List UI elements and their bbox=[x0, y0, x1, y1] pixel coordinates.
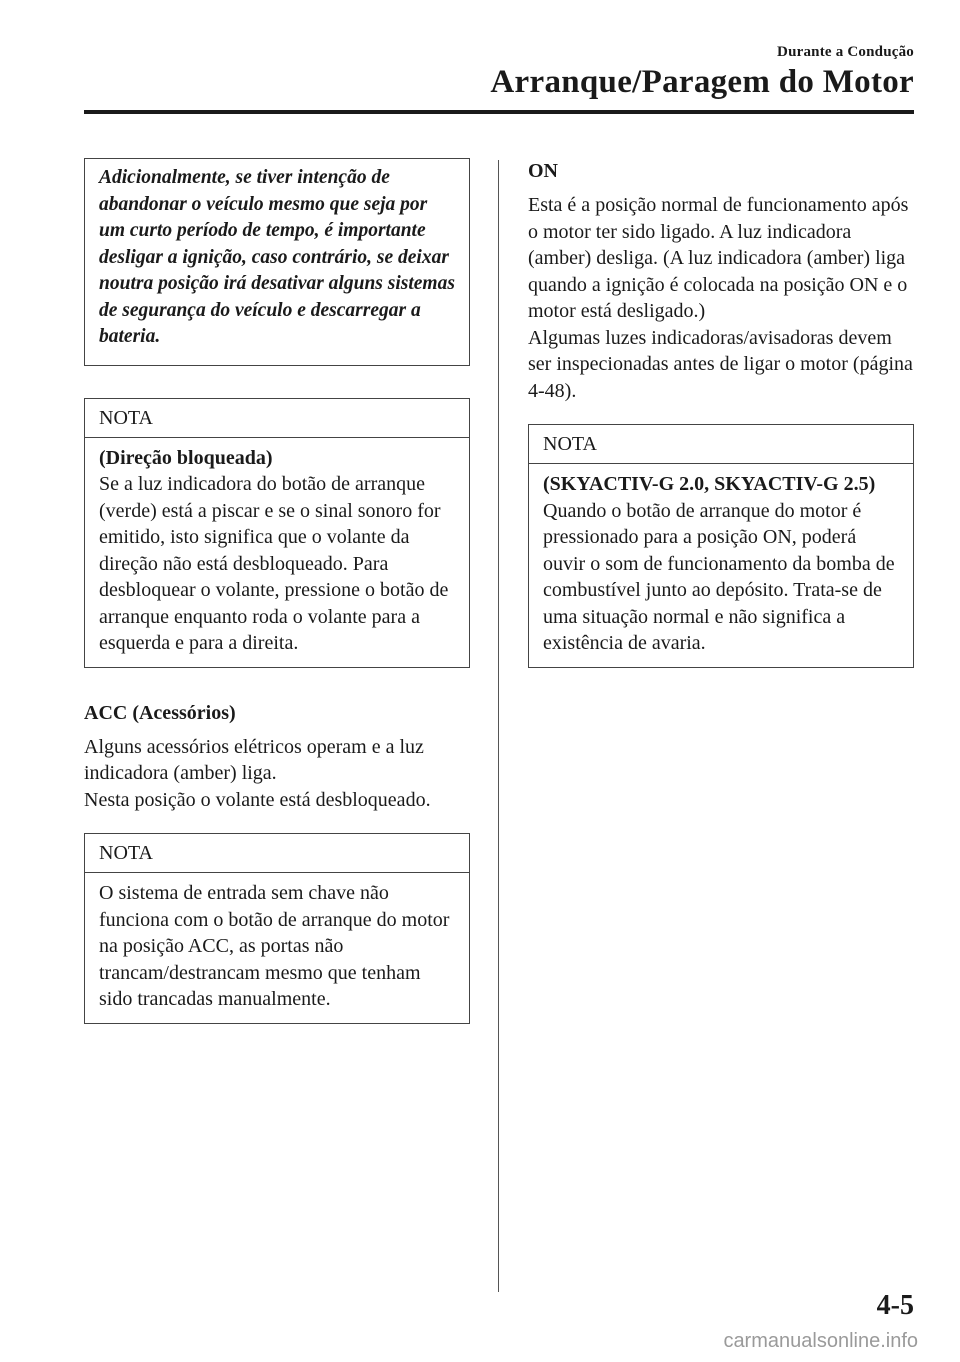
warning-box bbox=[84, 158, 470, 366]
section-heading-on: ON bbox=[528, 160, 558, 182]
note-label: NOTA bbox=[85, 834, 469, 873]
on-line-1: Esta é a posição normal de funcionamento após o motor ter sido ligado. A luz indicadora (amber) desliga. (A luz indicadora (amber) liga quando a ignição é colocada na posição ON e o motor está desligado.) bbox=[528, 194, 909, 322]
note-body bbox=[85, 873, 469, 1023]
acc-line-2: Nesta posição o volante está desbloqueado. bbox=[84, 788, 431, 811]
note-heading: (Direção bloqueada) bbox=[99, 446, 273, 469]
note-label: NOTA bbox=[529, 425, 913, 464]
right-column bbox=[528, 158, 914, 700]
note-body bbox=[529, 464, 913, 667]
header-section: Durante a Condução bbox=[777, 44, 914, 60]
on-line-2: Algumas luzes indicadoras/avisadoras devem ser inspecionadas antes de ligar o motor (página 4-48). bbox=[528, 326, 913, 402]
note-label: NOTA bbox=[85, 399, 469, 438]
note-box-steering-lock bbox=[84, 398, 470, 668]
note-box-fuel-pump bbox=[528, 424, 914, 668]
note-heading: (SKYACTIV-G 2.0, SKYACTIV-G 2.5) bbox=[543, 473, 876, 495]
note-text: Quando o botão de arranque do motor é pressionado para a posição ON, poderá ouvir o som de funcionamento da bomba de combustível junto ao depósito. Trata-se de uma situação normal e não significa a existência de avaria. bbox=[543, 499, 895, 654]
on-paragraph bbox=[528, 192, 914, 404]
watermark: carmanualsonline.info bbox=[723, 1330, 918, 1352]
note-text: O sistema de entrada sem chave não funciona com o botão de arranque do motor na posição ACC, as portas não trancam/destrancam mesmo que tenham sido trancadas manualmente. bbox=[99, 882, 450, 1010]
header-rule bbox=[84, 110, 914, 114]
acc-line-1: Alguns acessórios elétricos operam e a luz indicadora (amber) liga. bbox=[84, 735, 424, 784]
left-column bbox=[84, 158, 470, 1056]
page-title: Arranque/Paragem do Motor bbox=[490, 64, 914, 100]
acc-paragraph bbox=[84, 734, 470, 814]
page-number: 4-5 bbox=[876, 1290, 914, 1321]
note-text: Se a luz indicadora do botão de arranque (verde) está a piscar e se o sinal sonoro for emitido, isto significa que o volante da direção não está desbloqueado. Para desbloquear o volante, pressione o botão de arranque enquanto roda o volante para a esquerda e para a direita. bbox=[99, 473, 449, 654]
section-heading-acc: ACC (Acessórios) bbox=[84, 701, 236, 724]
note-box-keyless bbox=[84, 833, 470, 1024]
column-divider bbox=[498, 160, 499, 1292]
warning-text: Adicionalmente, se tiver intenção de abandonar o veículo mesmo que seja por um curto período de tempo, é importante desligar a ignição, caso contrário, se deixar noutra posição irá desativar alguns sistemas de segurança do veículo e descarregar a bateria. bbox=[99, 167, 455, 347]
note-body bbox=[85, 438, 469, 667]
